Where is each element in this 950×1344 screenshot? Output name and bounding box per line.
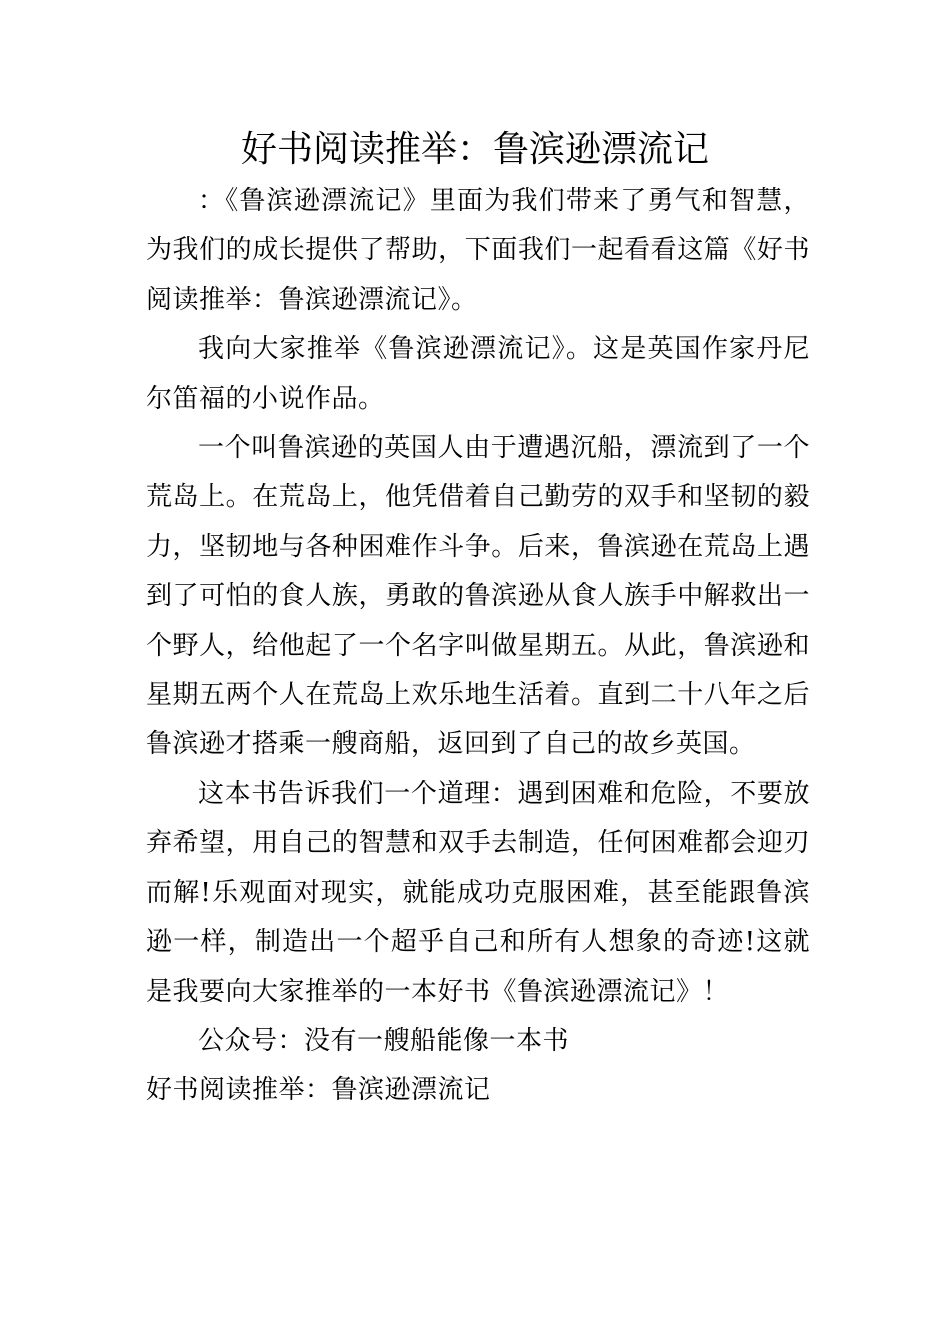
document-body (146, 177, 810, 1116)
story-summary-paragraph: 一个叫鲁滨逊的英国人由于遭遇沉船，漂流到了一个荒岛上。在荒岛上，他凭借着自己勤劳的双手和坚韧的毅力，坚韧地与各种困难作斗争。后来，鲁滨逊在荒岛上遇到了可怕的食人族，勇敢的鲁滨逊从食人族手中解救出一个野人，给他起了一个名字叫做星期五。从此，鲁滨逊和星期五两个人在荒岛上欢乐地生活着。直到二十八年之后鲁滨逊才搭乘一艘商船，返回到了自己的故乡英国。 (146, 433, 810, 760)
public-account-line: 公众号：没有一艘船能像一本书 (198, 1025, 570, 1056)
document-title: 好书阅读推举：鲁滨逊漂流记 (240, 129, 709, 170)
footer-title-line: 好书阅读推举：鲁滨逊漂流记 (146, 1075, 491, 1106)
lesson-paragraph: 这本书告诉我们一个道理：遇到困难和危险，不要放弃希望，用自己的智慧和双手去制造，任何困难都会迎刃而解!乐观面对现实，就能成功克服困难，甚至能跟鲁滨逊一样，制造出一个超乎自己和所有人想象的奇迹!这就是我要向大家推举的一本好书《鲁滨逊漂流记》！ (146, 778, 810, 1007)
intro-paragraph: ：《鲁滨逊漂流记》里面为我们带来了勇气和智慧，为我们的成长提供了帮助，下面我们一起看看这篇《好书阅读推举：鲁滨逊漂流记》。 (146, 186, 810, 315)
recommendation-paragraph: 我向大家推举《鲁滨逊漂流记》。这是英国作家丹尼尔笛福的小说作品。 (146, 334, 810, 414)
